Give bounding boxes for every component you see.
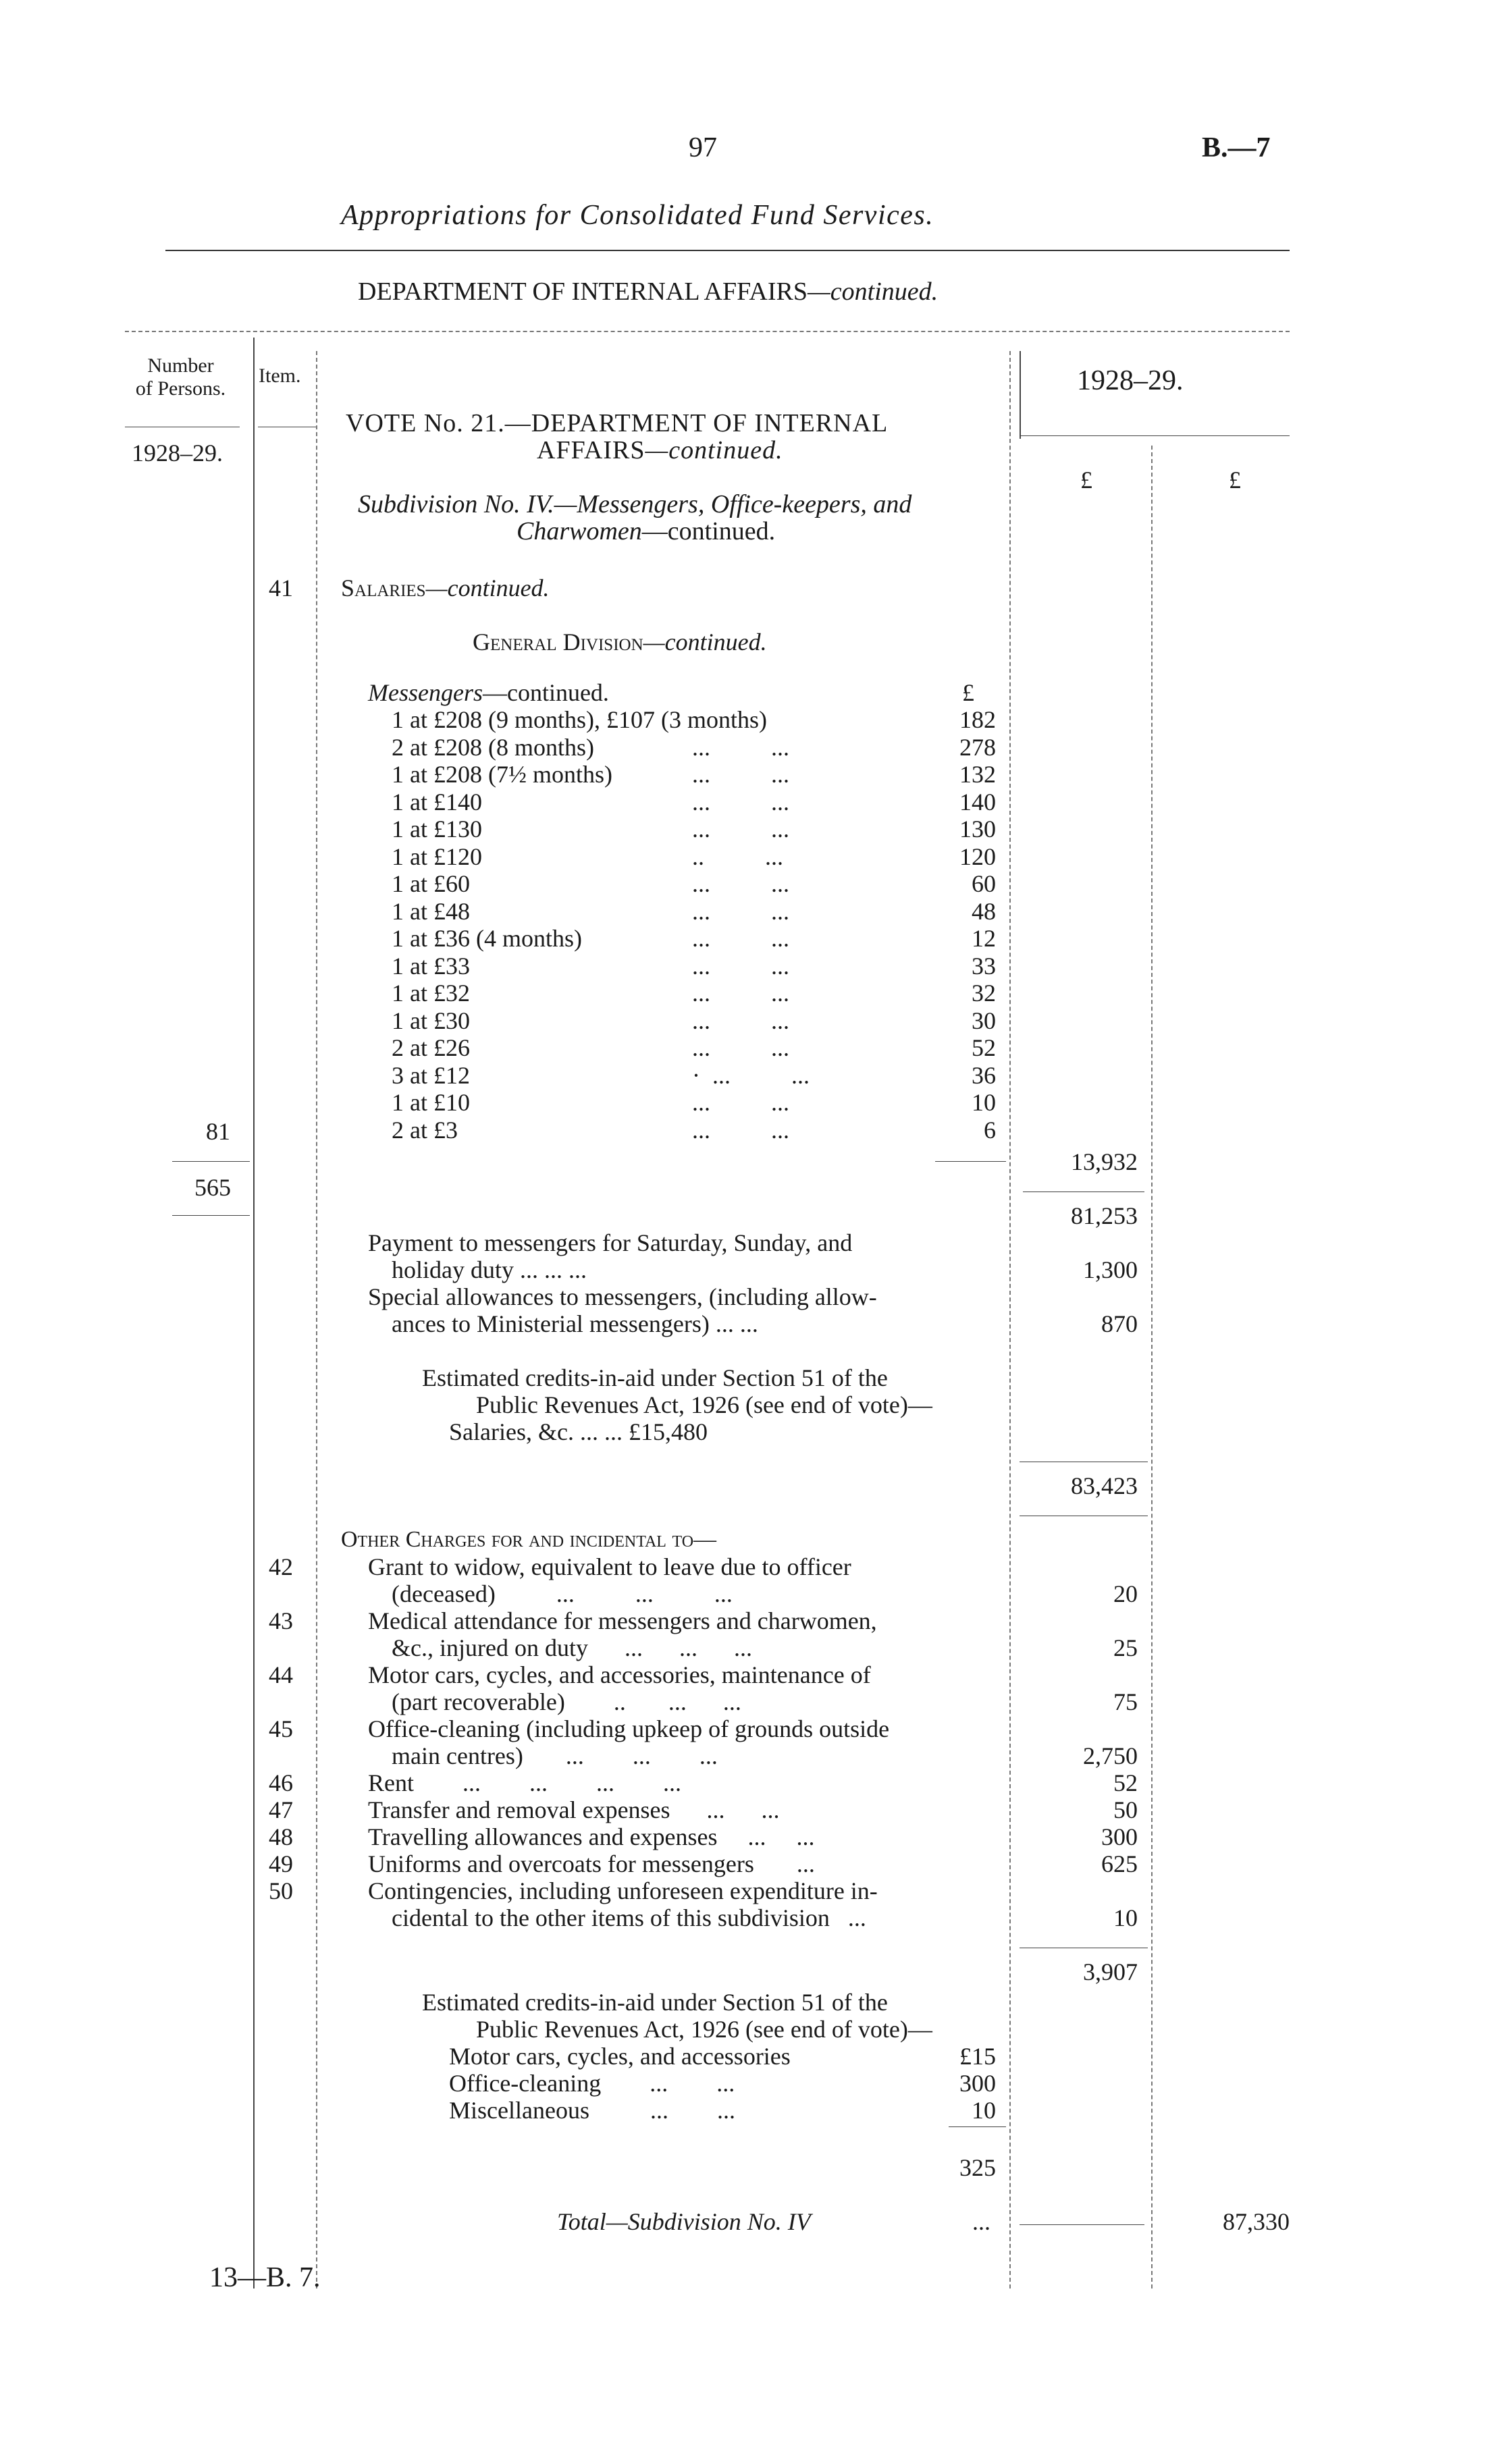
salaries-total: 81,253 xyxy=(1071,1202,1138,1229)
credit-amount: 300 xyxy=(959,2070,996,2097)
rate-description: 1 at £208 (9 months), £107 (3 months) xyxy=(392,706,767,733)
pound-column-1: £ xyxy=(1080,466,1092,493)
credits-sum-rule xyxy=(949,2126,1006,2127)
persons-total-rule xyxy=(172,1215,250,1216)
charge-item-number: 43 xyxy=(269,1607,293,1634)
rate-description: 1 at £208 (7½ months) xyxy=(392,761,612,788)
charge-item-number: 44 xyxy=(269,1661,293,1688)
general-division-label: General Division xyxy=(473,628,643,655)
rate-amount: 60 xyxy=(972,870,996,897)
credit-label: Office-cleaning ... ... xyxy=(449,2070,735,2097)
rate-description: 1 at £48 xyxy=(392,897,470,925)
rate-description: 1 at £36 (4 months) xyxy=(392,925,582,952)
charge-amount: 20 xyxy=(1113,1580,1138,1607)
messengers-heading xyxy=(368,678,609,707)
rate-description: 2 at £3 xyxy=(392,1116,458,1144)
rate-amount: 48 xyxy=(972,897,996,925)
charge-item-number: 45 xyxy=(269,1715,293,1742)
rate-amount: 52 xyxy=(972,1034,996,1061)
messengers-label: Messengers xyxy=(368,679,483,706)
charge-item-number: 49 xyxy=(269,1850,293,1877)
rate-amount: 130 xyxy=(959,815,996,842)
rate-amount: 36 xyxy=(972,1061,996,1089)
charge-item-number: 42 xyxy=(269,1553,293,1580)
rate-leader-dots: ... ... xyxy=(692,897,789,925)
rate-leader-dots: ... ... xyxy=(692,761,789,788)
rate-description: 1 at £32 xyxy=(392,980,470,1007)
charge-item-number: 46 xyxy=(269,1769,293,1796)
rate-description: 1 at £120 xyxy=(392,842,482,870)
year-column-header: 1928–29. xyxy=(1077,365,1184,396)
rate-description: 1 at £30 xyxy=(392,1007,470,1034)
salaries-item-number: 41 xyxy=(269,574,293,601)
rate-amount: 182 xyxy=(959,706,996,733)
subdivision-heading: Subdivision No. IV.—Messengers, Office-keepers, and xyxy=(358,490,912,518)
item-column-rule xyxy=(316,351,317,2288)
rate-amount: 33 xyxy=(972,952,996,980)
rate-description: 2 at £208 (8 months) xyxy=(392,733,594,761)
rate-amount: 278 xyxy=(959,733,996,761)
charge-description-cont: cidental to the other items of this subdivision ... xyxy=(392,1904,866,1931)
messengers-total: 13,932 xyxy=(1071,1148,1138,1175)
rate-description: 3 at £12 xyxy=(392,1061,470,1089)
charge-amount: 25 xyxy=(1113,1634,1138,1661)
rate-amount: 30 xyxy=(972,1007,996,1034)
other-charges-total: 3,907 xyxy=(1083,1958,1138,1985)
rate-leader-dots: ... ... xyxy=(692,925,789,952)
subdivision-charwomen: Charwomen xyxy=(517,517,642,545)
rate-amount: 10 xyxy=(972,1089,996,1116)
rate-description: 1 at £60 xyxy=(392,870,470,897)
charge-description-cont: main centres) ... ... ... xyxy=(392,1742,718,1769)
subdivision-heading-line2 xyxy=(517,516,775,546)
rate-leader-dots: ... ... xyxy=(692,952,789,980)
credit-amount: £15 xyxy=(959,2043,996,2070)
special-line-1: Special allowances to messengers, (including allow- xyxy=(368,1283,877,1310)
department-continued: —continued. xyxy=(807,277,938,306)
number-header-line1: Number xyxy=(147,354,214,377)
messengers-total-rule xyxy=(1023,1191,1144,1192)
department-name: DEPARTMENT OF INTERNAL AFFAIRS xyxy=(358,277,808,306)
charges-credits-line-2: Public Revenues Act, 1926 (see end of vote)— xyxy=(476,2016,932,2043)
rate-leader-dots: .. ... xyxy=(692,842,783,870)
title-rule xyxy=(165,250,1290,251)
rate-description: 2 at £26 xyxy=(392,1034,470,1061)
special-line-2: ances to Ministerial messengers) ... ... xyxy=(392,1310,758,1337)
rate-description: 1 at £33 xyxy=(392,952,470,980)
charge-description: Medical attendance for messengers and charwomen, xyxy=(368,1607,877,1634)
page-title: Appropriations for Consolidated Fund Services. xyxy=(341,200,934,231)
rate-leader-dots: ... ... xyxy=(692,1007,789,1034)
persons-column-rule xyxy=(253,338,255,2288)
charge-description: Grant to widow, equivalent to leave due to officer xyxy=(368,1553,851,1580)
persons-subtotal: 81 xyxy=(206,1118,230,1145)
messengers-continued: —continued. xyxy=(482,679,609,706)
salaries-credits-line-2: Public Revenues Act, 1926 (see end of vote)— xyxy=(476,1391,932,1418)
charge-description-cont: &c., injured on duty ... ... ... xyxy=(392,1634,752,1661)
rate-leader-dots: ... ... xyxy=(692,1116,789,1144)
page-number: 97 xyxy=(689,132,717,163)
charge-description: Contingencies, including unforeseen expenditure in- xyxy=(368,1877,878,1904)
salaries-heading xyxy=(341,574,550,602)
rate-amount: 120 xyxy=(959,842,996,870)
rate-amount: 132 xyxy=(959,761,996,788)
charge-description: Uniforms and overcoats for messengers ... xyxy=(368,1850,815,1877)
charge-description: Rent ... ... ... ... xyxy=(368,1769,681,1796)
other-charges-heading: Other Charges for and incidental to— xyxy=(341,1527,717,1552)
general-division-heading xyxy=(473,628,767,656)
subdivision-total-label: Total—Subdivision No. IV xyxy=(557,2208,811,2235)
persons-total: 565 xyxy=(194,1174,231,1201)
rate-leader-dots: ... ... xyxy=(692,1034,789,1061)
rate-leader-dots: ... ... xyxy=(692,1089,789,1116)
rate-amount: 32 xyxy=(972,980,996,1007)
number-of-persons-header xyxy=(125,354,236,400)
charge-amount: 52 xyxy=(1113,1769,1138,1796)
rate-amount: 12 xyxy=(972,925,996,952)
pound-column-2: £ xyxy=(1229,466,1241,493)
charges-credits-line-1: Estimated credits-in-aid under Section 51 of the xyxy=(422,1989,888,2016)
persons-subtotal-rule xyxy=(172,1161,250,1162)
rate-leader-dots: · ... ... xyxy=(692,1061,810,1089)
rate-description: 1 at £140 xyxy=(392,788,482,815)
year-left: 1928–29. xyxy=(132,439,223,466)
vote-heading-continued: —continued. xyxy=(645,436,783,464)
credit-label: Motor cars, cycles, and accessories xyxy=(449,2043,791,2070)
payment-line-1: Payment to messengers for Saturday, Sunday, and xyxy=(368,1229,853,1256)
charge-description-cont: (deceased) ... ... ... xyxy=(392,1580,733,1607)
year-header-rule xyxy=(1020,435,1290,436)
messengers-sum-rule xyxy=(935,1161,1006,1162)
rate-leader-dots: ... ... xyxy=(692,733,789,761)
subdivision-total-amount: 87,330 xyxy=(1223,2208,1290,2235)
salaries-grand-total: 83,423 xyxy=(1071,1472,1138,1499)
salaries-continued: —continued. xyxy=(425,574,550,601)
subdivision-continued: —continued. xyxy=(641,517,776,545)
item-header: Item. xyxy=(259,365,301,387)
charge-amount: 10 xyxy=(1113,1904,1138,1931)
payment-line-2: holiday duty ... ... ... xyxy=(392,1256,587,1283)
salaries-credits-line-3: Salaries, &c. ... ... £15,480 xyxy=(449,1418,708,1445)
rate-amount: 140 xyxy=(959,788,996,815)
description-column-rule xyxy=(1009,351,1011,2288)
payment-amount: 1,300 xyxy=(1083,1256,1138,1283)
special-amount: 870 xyxy=(1101,1310,1138,1337)
charge-description-cont: (part recoverable) .. ... ... xyxy=(392,1688,741,1715)
charge-description: Travelling allowances and expenses ... ... xyxy=(368,1823,815,1850)
general-division-continued: —continued. xyxy=(643,628,767,655)
salaries-credits-line-1: Estimated credits-in-aid under Section 51 of the xyxy=(422,1364,888,1391)
messengers-pound-sign: £ xyxy=(962,679,974,706)
credits-in-aid-total: 325 xyxy=(959,2154,996,2181)
charge-amount: 50 xyxy=(1113,1796,1138,1823)
number-header-line2: of Persons. xyxy=(135,377,226,400)
rate-amount: 6 xyxy=(984,1116,996,1144)
charge-item-number: 48 xyxy=(269,1823,293,1850)
department-rule xyxy=(125,331,1290,332)
charge-amount: 75 xyxy=(1113,1688,1138,1715)
rate-leader-dots: ... ... xyxy=(692,788,789,815)
charge-item-number: 50 xyxy=(269,1877,293,1904)
year-left-rule xyxy=(1020,351,1021,439)
charge-description: Motor cars, cycles, and accessories, maintenance of xyxy=(368,1661,871,1688)
document-reference: B.—7 xyxy=(1202,132,1271,163)
credit-amount: 10 xyxy=(972,2097,996,2124)
signature-mark: 13—B. 7. xyxy=(209,2262,321,2293)
subdivision-total-rule xyxy=(1020,2224,1144,2225)
subdivision-total-dots: ... xyxy=(972,2208,990,2235)
rate-leader-dots: ... ... xyxy=(692,870,789,897)
charge-description: Transfer and removal expenses ... ... xyxy=(368,1796,780,1823)
amount-column-rule xyxy=(1151,446,1153,2288)
vote-heading: VOTE No. 21.—DEPARTMENT OF INTERNAL xyxy=(346,409,889,437)
charge-description: Office-cleaning (including upkeep of grounds outside xyxy=(368,1715,890,1742)
salaries-label: Salaries xyxy=(341,574,426,601)
rate-leader-dots: ... ... xyxy=(692,815,789,842)
rate-description: 1 at £10 xyxy=(392,1089,470,1116)
charge-amount: 2,750 xyxy=(1083,1742,1138,1769)
rate-description: 1 at £130 xyxy=(392,815,482,842)
department-heading xyxy=(358,277,938,306)
charge-amount: 300 xyxy=(1101,1823,1138,1850)
charge-amount: 625 xyxy=(1101,1850,1138,1877)
credit-label: Miscellaneous ... ... xyxy=(449,2097,735,2124)
vote-heading-affairs: AFFAIRS xyxy=(537,436,645,464)
vote-heading-line2 xyxy=(537,435,783,465)
charge-item-number: 47 xyxy=(269,1796,293,1823)
rate-leader-dots: ... ... xyxy=(692,980,789,1007)
